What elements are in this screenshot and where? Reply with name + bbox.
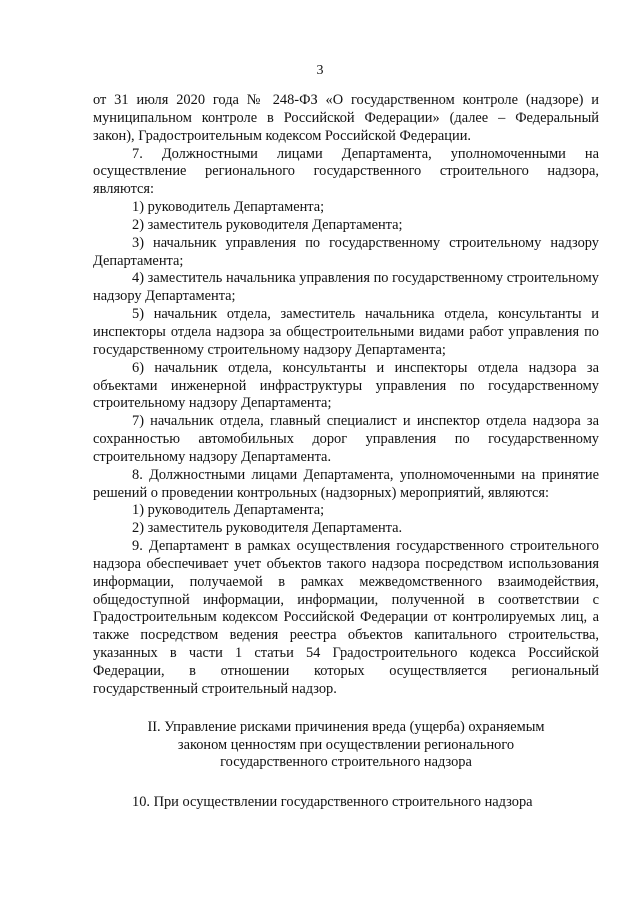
section-heading	[93, 719, 599, 773]
section-heading-line-3: государственного строительного надзора	[220, 754, 472, 771]
paragraph-7-item-3: 3) начальник управления по государственному строительному надзору Департамента;	[93, 234, 599, 269]
section-heading-line-2: законом ценностям при осуществлении регионального	[177, 736, 515, 753]
paragraph-7-item-5: 5) начальник отдела, заместитель начальника отдела, консультанты и инспекторы отдела надзора за общестроительными видами работ управления по государственному строительному надзору Департамента;	[93, 306, 599, 358]
paragraph-8-item-2: 2) заместитель руководителя Департамента.	[132, 520, 403, 537]
paragraph-10: 10. При осуществлении государственного строительного надзора	[132, 794, 533, 811]
paragraph-8-item-1: 1) руководитель Департамента;	[132, 502, 325, 519]
section-heading-line-1: II. Управление рисками причинения вреда (ущерба) охраняемым	[147, 718, 545, 735]
paragraph-7-item-4: 4) заместитель начальника управления по государственному строительному надзору Департамента;	[93, 270, 599, 305]
paragraph-7-item-6: 6) начальник отдела, консультанты и инспекторы отдела надзора за объектами инженерной инфраструктуры управления по государственному строительному надзору Департамента;	[93, 359, 599, 412]
paragraph-7: 7. Должностными лицами Департамента, уполномоченными на осуществление регионального государственного строительного надзора, являются:	[93, 145, 599, 198]
paragraph-7-item-1: 1) руководитель Департамента;	[132, 199, 325, 216]
paragraph-8: 8. Должностными лицами Департамента, уполномоченными на принятие решений о проведении контрольных (надзорных) мероприятий, являются:	[93, 466, 599, 501]
paragraph-9: 9. Департамент в рамках осуществления государственного строительного надзора обеспечивает учет объектов такого надзора посредством использования информации, получаемой в рамках межведомственного взаимодействия, общедоступной информации, информации, полученной в соответствии с Градостроительным кодексом Российской Федерации от контролируемых лиц, а также посредством ведения реестра объектов капитального строительства, указанных в части 1 статьи 54 Градостроительного кодекса Российской Федерации, в отношении которых осуществляется региональный государственный строительный надзор.	[93, 538, 599, 697]
paragraph-7-item-7: 7) начальник отдела, главный специалист и инспектор отдела надзора за сохранностью автомобильных дорог управления по государственному строительному надзору Департамента.	[93, 413, 599, 465]
document-body	[93, 92, 599, 812]
paragraph-intro: от 31 июля 2020 года № 248-ФЗ «О государственном контроле (надзоре) и муниципальном контроле в Российской Федерации» (далее – Федеральный закон), Градостроительным кодексом Российской Федерации.	[93, 92, 599, 144]
paragraph-7-item-2: 2) заместитель руководителя Департамента;	[132, 216, 403, 233]
page-number: 3	[316, 63, 324, 78]
